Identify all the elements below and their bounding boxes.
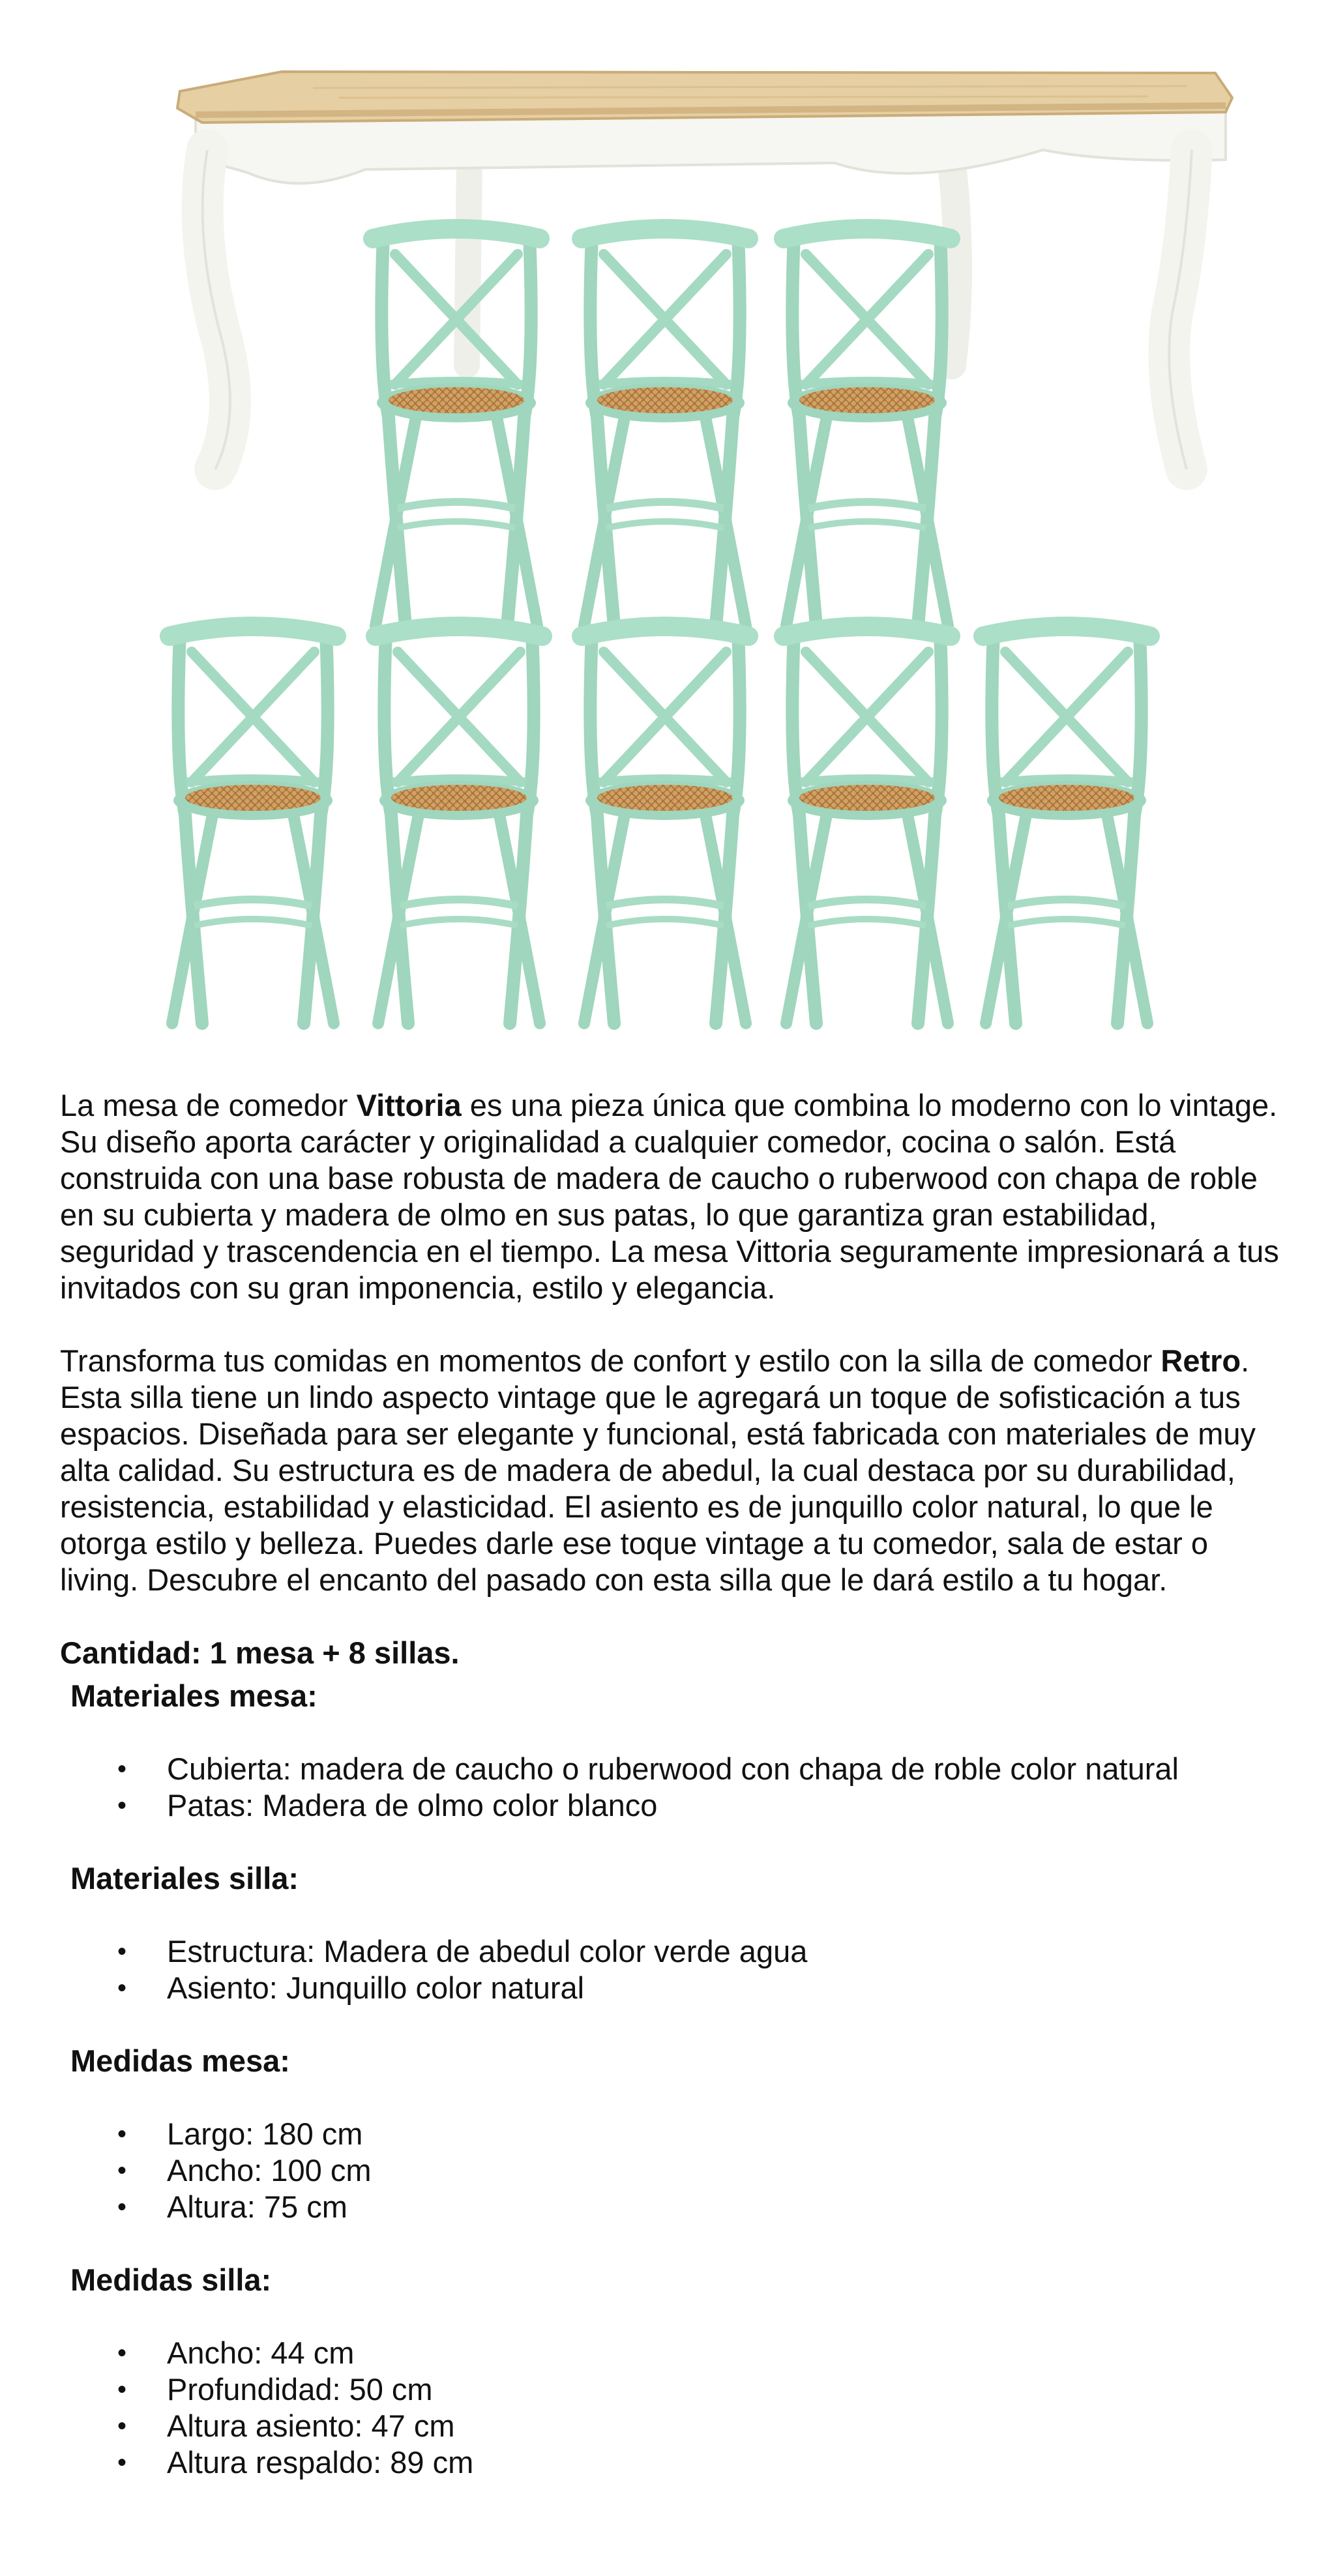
list-item: • Estructura: Madera de abedul color verde agua	[60, 1933, 1286, 1970]
table-body-text: es una pieza única que combina lo moderno con lo vintage. Su diseño aporta carácter y originalidad a cualquier comedor, cocina o salón. Está construida con una base robusta de madera de caucho o ruberwood con chapa de roble en su cubierta y madera de olmo en sus patas, lo que garantiza gran estabilidad, seguridad y trascendencia en el tiempo. La mesa Vittoria seguramente impresionará a tus invitados con su gran imponencia, estilo y elegancia.	[60, 1088, 1279, 1305]
list-item: • Profundidad: 50 cm	[60, 2371, 1286, 2408]
table-materials-list	[60, 1751, 1286, 1824]
product-description	[60, 1087, 1286, 2481]
list-item: • Patas: Madera de olmo color blanco	[60, 1787, 1286, 1824]
list-item: • Altura respaldo: 89 cm	[60, 2444, 1286, 2481]
product-image	[0, 0, 1330, 1043]
list-item: • Largo: 180 cm	[60, 2116, 1286, 2152]
list-item: • Altura asiento: 47 cm	[60, 2408, 1286, 2444]
quantity-text: Cantidad: 1 mesa + 8 sillas.	[60, 1635, 460, 1670]
chairs-illustration	[170, 229, 1150, 1023]
table-intro-text: La mesa de comedor	[60, 1088, 357, 1122]
table-description	[60, 1087, 1286, 1306]
chair-name: Retro	[1160, 1343, 1241, 1378]
list-item: • Asiento: Junquillo color natural	[60, 1970, 1286, 2006]
chair-materials-list	[60, 1933, 1286, 2006]
chair-materials-title: Materiales silla:	[70, 1861, 299, 1895]
chair-dimensions-list	[60, 2335, 1286, 2481]
table-dimensions-title: Medidas mesa:	[70, 2043, 290, 2078]
list-item: • Ancho: 100 cm	[60, 2152, 1286, 2189]
table-materials-title: Materiales mesa:	[70, 1678, 318, 1713]
chair-description	[60, 1343, 1286, 1598]
chair-body-text: . Esta silla tiene un lindo aspecto vintage que le agregará un toque de sofisticación a tus espacios. Diseñada para ser elegante y funcional, está fabricada con materiales de muy alta calidad. Su estructura es de madera de abedul, la cual destaca por su durabilidad, resistencia, estabilidad y elasticidad. El asiento es de junquillo color natural, lo que le otorga estilo y belleza. Puedes darle ese toque vintage a tu comedor, sala de estar o living. Descubre el encanto del pasado con esta silla que le dará estilo a tu hogar.	[60, 1343, 1256, 1597]
list-item: • Ancho: 44 cm	[60, 2335, 1286, 2371]
chair-dimensions-title: Medidas silla:	[70, 2262, 272, 2297]
list-item: • Cubierta: madera de caucho o ruberwood con chapa de roble color natural	[60, 1751, 1286, 1787]
chair-intro-text: Transforma tus comidas en momentos de confort y estilo con la silla de comedor	[60, 1343, 1161, 1378]
table-name: Vittoria	[356, 1088, 462, 1122]
table-dimensions-list	[60, 2116, 1286, 2225]
list-item: • Altura: 75 cm	[60, 2189, 1286, 2225]
